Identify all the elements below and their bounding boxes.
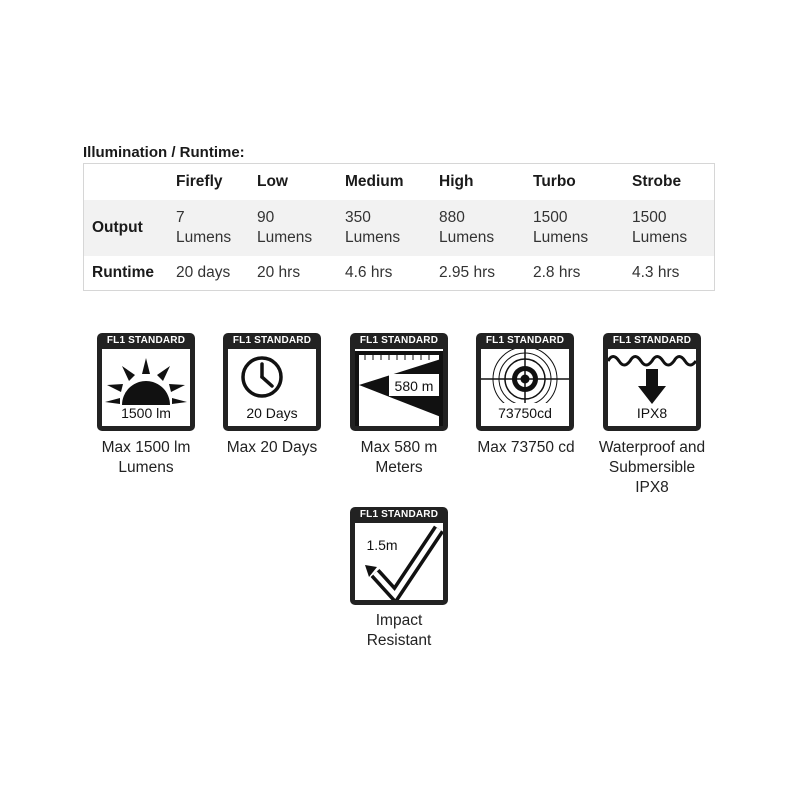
impact-check-icon bbox=[355, 523, 443, 600]
fl1-runtime-badge bbox=[223, 333, 321, 431]
badge-caption: Max 73750 cd bbox=[477, 439, 575, 456]
fl1-intensity-badge bbox=[476, 333, 574, 431]
table-header-cell: Firefly bbox=[176, 172, 223, 190]
badge-value: 580 m bbox=[394, 378, 434, 394]
badge-caption: Max 580 m Meters bbox=[360, 439, 438, 476]
table-cell: 880 Lumens bbox=[439, 208, 495, 246]
badge-value: 73750cd bbox=[498, 405, 552, 421]
row-label: Runtime bbox=[92, 263, 154, 281]
table-cell: 20 hrs bbox=[257, 263, 301, 281]
table-header-cell: Strobe bbox=[632, 172, 682, 190]
fl1-standard-label: FL1 STANDARD bbox=[612, 335, 692, 346]
table-cell: 2.95 hrs bbox=[439, 263, 496, 281]
table-cell: 90 Lumens bbox=[257, 208, 313, 246]
table-row bbox=[84, 200, 715, 256]
table-cell: 350 Lumens bbox=[345, 208, 401, 246]
table-header-cell: Medium bbox=[345, 172, 404, 190]
table-cell: 4.3 hrs bbox=[632, 263, 680, 281]
table-cell: 4.6 hrs bbox=[345, 263, 393, 281]
section-title: Illumination / Runtime: bbox=[83, 144, 245, 161]
fl1-standard-label: FL1 STANDARD bbox=[106, 335, 186, 346]
table-cell: 1500 Lumens bbox=[632, 208, 688, 246]
table-cell: 20 days bbox=[176, 263, 231, 281]
table-header-cell: Low bbox=[257, 172, 288, 190]
table-header-cell: Turbo bbox=[533, 172, 576, 190]
table-cell: 2.8 hrs bbox=[533, 263, 581, 281]
fl1-water-resistance-badge bbox=[603, 333, 701, 431]
badge-caption: Max 20 Days bbox=[226, 439, 318, 456]
table-cell: 7 Lumens bbox=[176, 208, 232, 246]
table-row bbox=[84, 256, 715, 291]
badge-caption: Waterproof and Submersible IPX8 bbox=[598, 439, 706, 496]
table-cell: 1500 Lumens bbox=[533, 208, 589, 246]
fl1-standard-label: FL1 STANDARD bbox=[359, 509, 439, 520]
fl1-light-output-badge bbox=[97, 333, 195, 431]
fl1-standard-label: FL1 STANDARD bbox=[359, 335, 439, 346]
row-label: Output bbox=[92, 218, 143, 236]
badge-caption: Max 1500 lm Lumens bbox=[101, 439, 191, 476]
badge-value: 1.5m bbox=[366, 537, 398, 553]
badge-value: IPX8 bbox=[636, 405, 668, 421]
table-header-cell: High bbox=[439, 172, 474, 190]
table-header-row bbox=[84, 164, 715, 200]
badge-caption: Impact Resistant bbox=[366, 612, 432, 649]
table-header-cell bbox=[84, 164, 169, 200]
badge-value: 20 Days bbox=[246, 405, 298, 421]
fl1-beam-distance-badge bbox=[350, 333, 448, 431]
badge-value: 1500 lm bbox=[121, 405, 171, 421]
fl1-standard-label: FL1 STANDARD bbox=[485, 335, 565, 346]
runtime-table bbox=[83, 163, 715, 291]
fl1-impact-badge bbox=[350, 507, 448, 605]
fl1-standard-label: FL1 STANDARD bbox=[232, 335, 312, 346]
